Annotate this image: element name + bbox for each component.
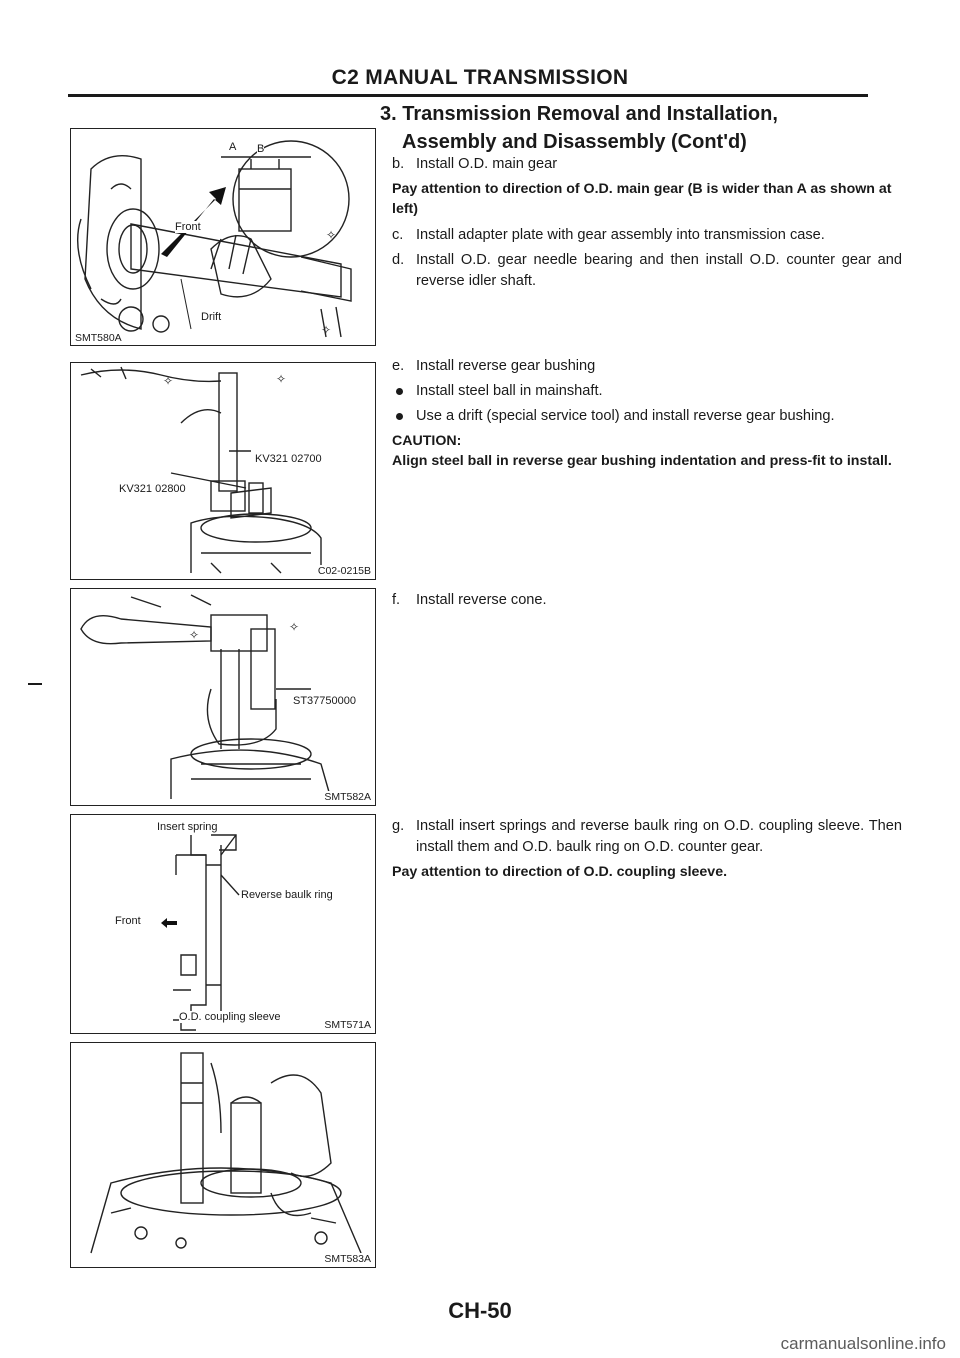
note-direction-coupling-sleeve: Pay attention to direction of O.D. coupling sleeve. (392, 864, 728, 880)
section-title-line2: Assembly and Disassembly (Cont'd) (402, 131, 747, 153)
step-marker: b. (392, 156, 405, 172)
figure-od-coupling-sleeve (70, 814, 376, 1034)
caution-text: Align steel ball in reverse gear bushing indentation and press-fit to install. (392, 453, 892, 469)
step-marker: c. (392, 227, 404, 243)
figure-baulk-ring-installed-drawing (71, 1043, 375, 1267)
svg-text:✧: ✧ (189, 628, 200, 642)
bullet-item (392, 406, 902, 427)
figure-code: SMT571A (324, 1019, 371, 1031)
svg-text:✧: ✧ (289, 620, 300, 634)
step-f (392, 590, 902, 611)
text-block-od-coupling-sleeve (392, 816, 902, 888)
figure-code: C02-0215B (317, 565, 371, 577)
step-text: Install O.D. gear needle bearing and then install O.D. counter gear and reverse idler shaft. (416, 252, 902, 289)
figure-label-tool-kv32102800: KV321 02800 (119, 483, 186, 495)
figure-label-drift: Drift (201, 311, 222, 323)
svg-text:✧: ✧ (276, 372, 287, 386)
figure-label-od-coupling-sleeve: O.D. coupling sleeve (179, 1011, 281, 1023)
text-block-reverse-gear-bushing (392, 356, 902, 477)
bullet-dot (396, 413, 403, 420)
svg-text:✧: ✧ (321, 323, 332, 337)
figure-label-reverse-baulk-ring: Reverse baulk ring (241, 889, 333, 901)
figure-label-tool-kv32102700: KV321 02700 (255, 453, 322, 465)
svg-text:✧: ✧ (163, 374, 174, 388)
margin-mark (28, 683, 42, 685)
section-title (380, 100, 900, 156)
caution-label: CAUTION: (392, 433, 462, 449)
bullet-text: Use a drift (special service tool) and install reverse gear bushing. (416, 408, 835, 424)
figure-reverse-cone (70, 588, 376, 806)
figure-od-main-gear-drawing (71, 129, 375, 345)
figure-label-front: Front (175, 221, 201, 233)
figure-baulk-ring-installed (70, 1042, 376, 1268)
figure-label-b: B (257, 143, 265, 155)
page-number: CH-50 (448, 1298, 512, 1323)
figure-label-tool-st37750000: ST37750000 (293, 695, 356, 707)
figure-od-main-gear (70, 128, 376, 346)
figure-label-insert-spring: Insert spring (157, 821, 218, 833)
bullet-dot (396, 388, 403, 395)
figure-code: SMT582A (324, 791, 371, 803)
bullet-item (392, 381, 902, 402)
text-block-reverse-cone (392, 590, 902, 615)
step-marker: g. (392, 818, 405, 834)
page-header-title: C2 MANUAL TRANSMISSION (331, 66, 629, 89)
step-b (392, 154, 902, 175)
step-text: Install O.D. main gear (416, 156, 558, 172)
step-marker: d. (392, 252, 405, 268)
note-direction-od-main-gear: Pay attention to direction of O.D. main gear (B is wider than A as shown at left) (392, 181, 892, 217)
section-title-line1: 3. Transmission Removal and Installation, (380, 103, 778, 125)
step-text: Install reverse cone. (416, 592, 547, 608)
step-marker: e. (392, 358, 405, 374)
step-e (392, 356, 902, 377)
step-g (392, 816, 902, 858)
svg-text:✧: ✧ (326, 228, 337, 242)
header-rule (68, 94, 868, 97)
figure-reverse-gear-bushing (70, 362, 376, 580)
text-block-od-main-gear (392, 154, 902, 296)
figure-label-a: A (229, 141, 237, 153)
figure-label-front: Front (115, 915, 141, 927)
step-text: Install insert springs and reverse baulk ring on O.D. coupling sleeve. Then install them and O.D. baulk ring on O.D. counter gear. (416, 818, 902, 855)
step-d (392, 250, 902, 292)
figure-code: SMT580A (75, 332, 122, 344)
step-c (392, 225, 902, 246)
figure-code: SMT583A (324, 1253, 371, 1265)
watermark-text: carmanualsonline.info (780, 1334, 946, 1353)
bullet-text: Install steel ball in mainshaft. (416, 383, 603, 399)
step-marker: f. (392, 592, 401, 608)
step-text: Install adapter plate with gear assembly into transmission case. (416, 227, 825, 243)
figure-reverse-gear-bushing-drawing (71, 363, 375, 579)
step-text: Install reverse gear bushing (416, 358, 596, 374)
